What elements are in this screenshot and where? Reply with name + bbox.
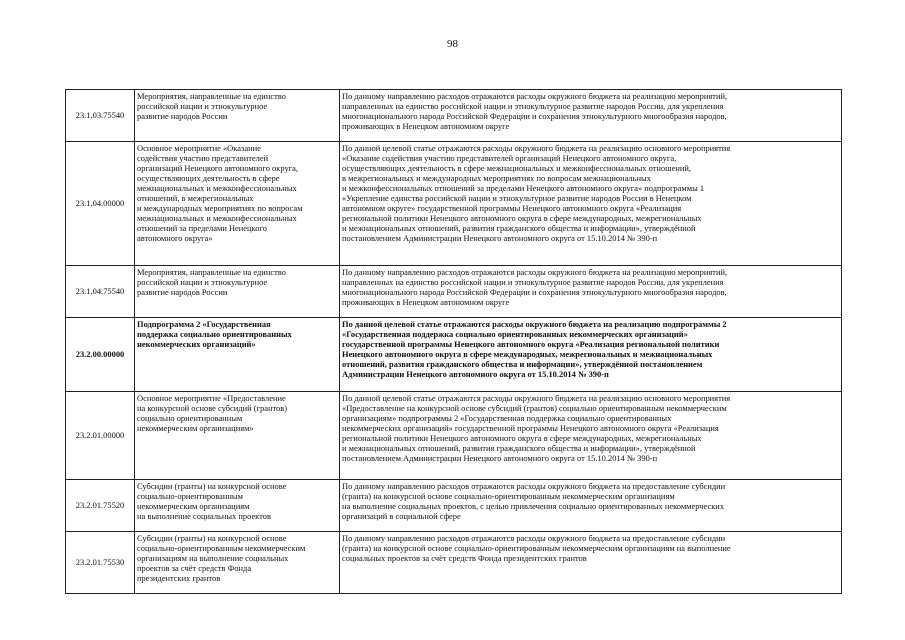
table-row (66, 90, 842, 142)
target-article-name: Мероприятия, направленные на единство российской нации и этнокультурное развитие народов России (135, 266, 340, 318)
target-article-code: 23.1.04.75540 (66, 266, 135, 318)
table-row (66, 142, 842, 266)
target-article-name: Основное мероприятие «Предоставление на конкурсной основе субсидий (грантов) социально ориентированным некоммерческим организациям» (135, 392, 340, 480)
target-article-name: Субсидии (гранты) на конкурсной основе социально-ориентированным некоммерческим организациям на выполнение социальных проектов (135, 480, 340, 532)
table-row (66, 392, 842, 480)
target-article-name: Субсидии (гранты) на конкурсной основе социально-ориентированным некоммерческим организациям на выполнение социальных проектов за счёт средств Фонда президентских грантов (135, 532, 340, 594)
target-article-name: Мероприятия, направленные на единство российской нации и этнокультурное развитие народов России (135, 90, 340, 142)
target-article-description: По данной целевой статье отражаются расходы окружного бюджета на реализацию основного мероприятия «Предоставление на конкурсной основе субсидий (грантов) социально ориентированным некоммерческим организациям» подпрограммы 2 «Государственная поддержка социально ориентированных некоммерческих организаций» государственной программы Ненецкого автономного округа «Реализация региональной политики Ненецкого автономного округа в сфере международных, межрегиональных и межнациональных отношений, развития гражданского общества и информации», утверждённой постановлением Администрации Ненецкого автономного округа от 15.10.2014 № 390-п (340, 392, 842, 480)
page-number: 98 (447, 38, 458, 50)
target-article-name: Подпрограмма 2 «Государственная поддержка социально ориентированных некоммерческих организаций» (135, 318, 340, 392)
target-article-code: 23.2.00.00000 (66, 318, 135, 392)
budget-classification-table (65, 89, 842, 594)
table-row (66, 266, 842, 318)
table-row (66, 532, 842, 594)
target-article-name: Основное мероприятие «Оказание содействия участию представителей организаций Ненецкого автономного округа, осуществляющих деятельность в сфере межнациональных и межконфессиональных отношений, в межрегиональных и международных мероприятиях по вопросам межнациональных и межконфессиональных отношений за пределами Ненецкого автономного округа» (135, 142, 340, 266)
table-row (66, 318, 842, 392)
table-row (66, 480, 842, 532)
target-article-code: 23.2.01.75520 (66, 480, 135, 532)
target-article-code: 23.2.01.75530 (66, 532, 135, 594)
target-article-description: По данной целевой статье отражаются расходы окружного бюджета на реализацию основного мероприятия «Оказание содействия участию представителей организаций Ненецкого автономного округа, осуществляющих деятельность в сфере межнациональных и межконфессиональных отношений, в межрегиональных и международных мероприятиях по вопросам межнациональных и межконфессиональных отношений за пределами Ненецкого автономного округа» подпрограммы 1 «Укрепление единства российской нации и этнокультурное развитие народов России в Ненецком автономном округе» государственной программы Ненецкого автономного округа «Реализация региональной политики Ненецкого автономного округа в сфере международных, межрегиональных и межнациональных отношений, развития гражданского общества и информации», утверждённой постановлением Администрации Ненецкого автономного округа от 15.10.2014 № 390-п (340, 142, 842, 266)
target-article-code: 23.1.04.00000 (66, 142, 135, 266)
target-article-description: По данному направлению расходов отражаются расходы окружного бюджета на предоставление субсидии (гранта) на конкурсной основе социально-ориентированным некоммерческим организациям на выполнение социальных проектов за счёт средств Фонда президентских грантов (340, 532, 842, 594)
target-article-description: По данной целевой статье отражаются расходы окружного бюджета на реализацию подпрограммы 2 «Государственная поддержка социально ориентированных некоммерческих организаций» государственной программы Ненецкого автономного округа «Реализация региональной политики Ненецкого автономного округа в сфере международных, межрегиональных и межнациональных отношений, развития гражданского общества и информации», утверждённой постановлением Администрации Ненецкого автономного округа от 15.10.2014 № 390-п (340, 318, 842, 392)
target-article-code: 23.1.03.75540 (66, 90, 135, 142)
target-article-description: По данному направлению расходов отражаются расходы окружного бюджета на предоставление субсидии (гранта) на конкурсной основе социально-ориентированным некоммерческим организациям на выполнение социальных проектов, с целью привлечения социально ориентированных некоммерческих организаций в социальной сфере (340, 480, 842, 532)
target-article-code: 23.2.01.00000 (66, 392, 135, 480)
target-article-description: По данному направлению расходов отражаются расходы окружного бюджета на реализацию мероприятий, направленных на единство российской нации и этнокультурное развитие народов России, для укрепления многонационального народа Российской Федерации и сохранения этнокультурного многообразия народов, проживающих в Ненецком автономном округе (340, 90, 842, 142)
target-article-description: По данному направлению расходов отражаются расходы окружного бюджета на реализацию мероприятий, направленных на единство российской нации и этнокультурное развитие народов России, для укрепления многонационального народа Российской Федерации и сохранения этнокультурного многообразия народов, проживающих в Ненецком автономном округе (340, 266, 842, 318)
